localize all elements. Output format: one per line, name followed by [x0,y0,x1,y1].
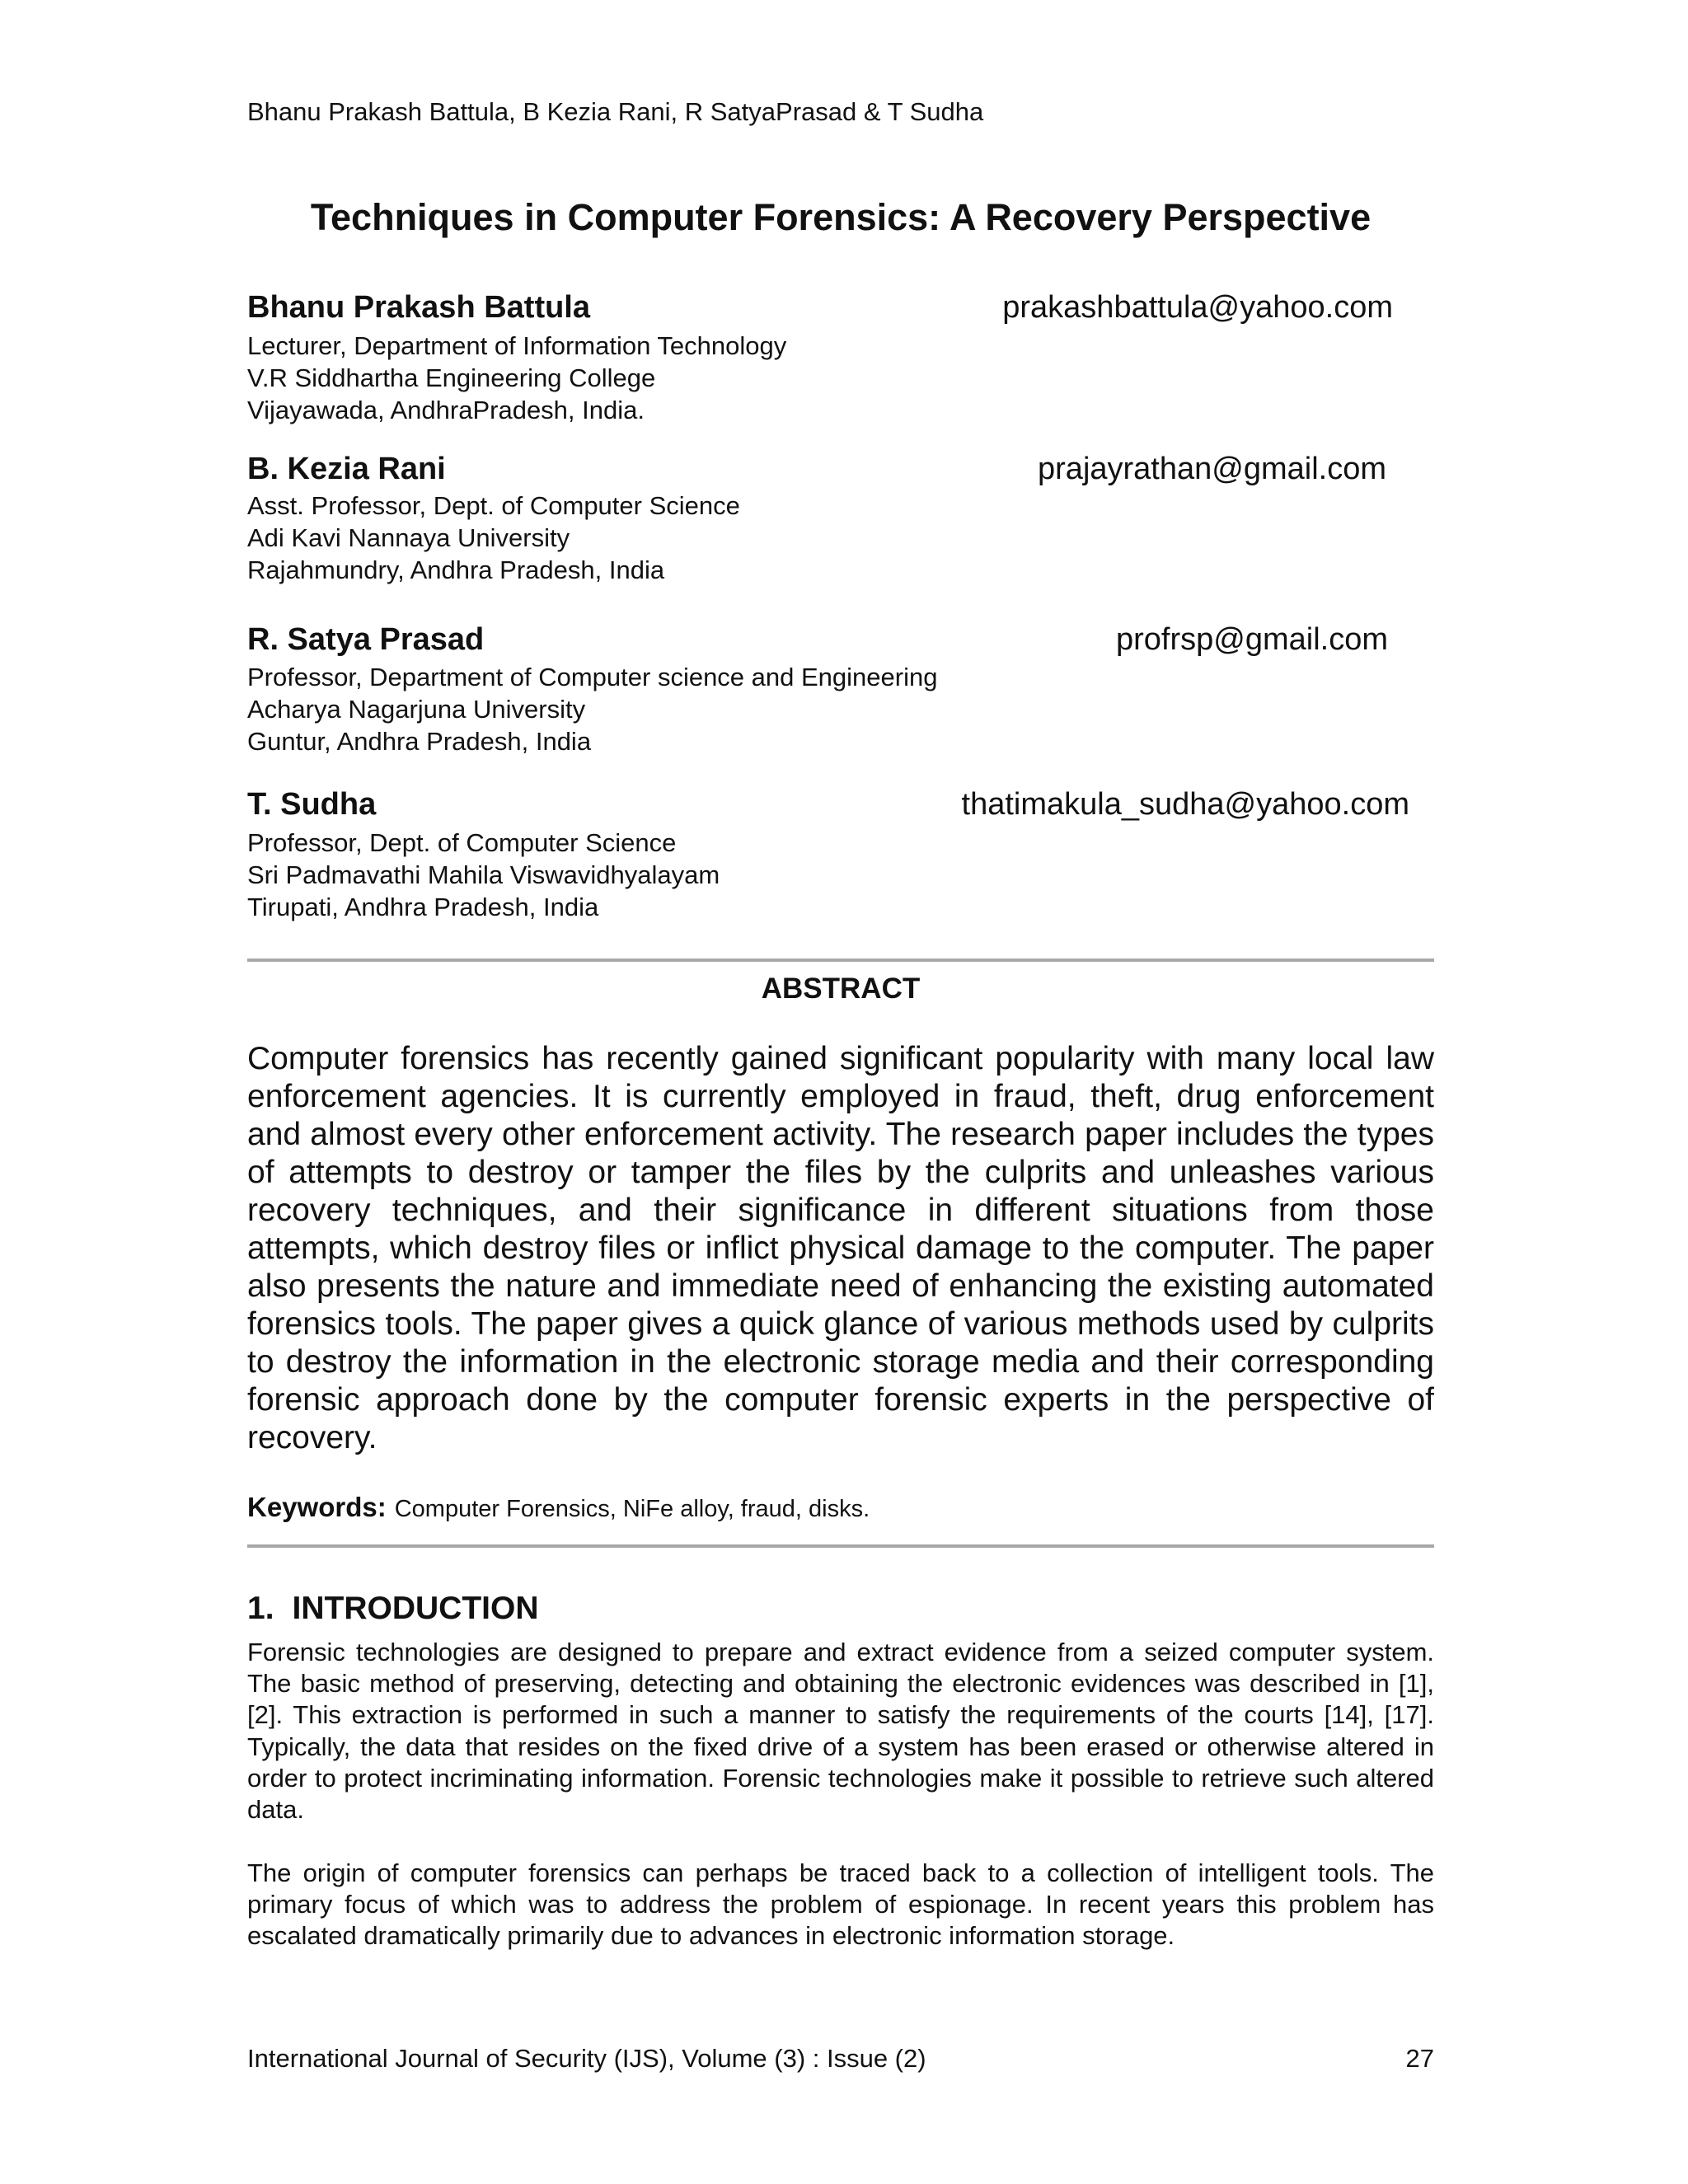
affiliation-line: Adi Kavi Nannaya University [247,523,570,552]
author-name: T. Sudha [247,787,377,822]
affiliation-line: Rajahmundry, Andhra Pradesh, India [247,555,665,584]
affiliation-line: Vijayawada, AndhraPradesh, India. [247,396,645,424]
section-number: 1. [247,1591,274,1626]
keywords-label: Keywords: [247,1492,387,1522]
affiliation-line: Tirupati, Andhra Pradesh, India [247,893,599,921]
affiliation-line: V.R Siddhartha Engineering College [247,363,656,392]
affiliation-line: Professor, Dept. of Computer Science [247,828,677,857]
running-head: Bhanu Prakash Battula, B Kezia Rani, R SatyaPrasad & T Sudha [247,97,984,126]
affiliation-line: Sri Padmavathi Mahila Viswavidhyalayam [247,860,720,889]
abstract-text: Computer forensics has recently gained significant popularity with many local law enforcement agencies. It is currently employed in fraud, theft, drug enforcement and almost every other enforcement activity. The research paper includes the types of attempts to destroy or tamper the files by the culprits and unleashes various recovery techniques, and their significance in different situations from those attempts, which destroy files or inflict physical damage to the computer. The paper also presents the nature and immediate need of enhancing the existing automated forensics tools. The paper gives a quick glance of various methods used by culprits to destroy the information in the electronic storage media and their corresponding forensic approach done by the computer forensic experts in the perspective of recovery. [247,1041,1434,1455]
body-paragraph: The origin of computer forensics can perhaps be traced back to a collection of intelligent tools. The primary focus of which was to address the problem of espionage. In recent years this problem has escalated dramatically primarily due to advances in electronic information storage. [247,1858,1434,1951]
divider [247,958,1434,962]
author-affiliation [247,330,786,426]
section-heading [247,1591,539,1627]
keywords-text: Computer Forensics, NiFe alloy, fraud, disks. [394,1496,870,1522]
affiliation-line: Acharya Nagarjuna University [247,695,586,724]
author-name: Bhanu Prakash Battula [247,290,590,325]
author-name: B. Kezia Rani [247,452,446,486]
paper-title: Techniques in Computer Forensics: A Recovery Perspective [310,196,1372,238]
footer-journal: International Journal of Security (IJS), Volume (3) : Issue (2) [247,2044,926,2073]
divider [247,1544,1434,1548]
page-number: 27 [1405,2044,1434,2073]
author-affiliation [247,827,720,923]
affiliation-line: Asst. Professor, Dept. of Computer Science [247,491,740,520]
author-email: prakashbattula@yahoo.com [1002,290,1393,325]
author-email: profrsp@gmail.com [1116,622,1388,657]
section-title: INTRODUCTION [292,1591,539,1626]
affiliation-line: Lecturer, Department of Information Technology [247,331,787,360]
affiliation-line: Professor, Department of Computer science and Engineering [247,663,938,691]
author-email: prajayrathan@gmail.com [1038,452,1386,486]
author-affiliation [247,490,740,586]
author-name: R. Satya Prasad [247,622,485,657]
author-affiliation [247,661,937,757]
keywords [247,1492,870,1523]
abstract-heading: ABSTRACT [761,972,921,1005]
body-paragraph: Forensic technologies are designed to prepare and extract evidence from a seized computer system. The basic method of preserving, detecting and obtaining the electronic evidences was described in [1], [2]. This extraction is performed in such a manner to satisfy the requirements of the courts [14], [17]. Typically, the data that resides on the fixed drive of a system has been erased or otherwise altered in order to protect incriminating information. Forensic technologies make it possible to retrieve such altered data. [247,1638,1434,1825]
affiliation-line: Guntur, Andhra Pradesh, India [247,727,592,756]
author-email: thatimakula_sudha@yahoo.com [961,787,1409,822]
